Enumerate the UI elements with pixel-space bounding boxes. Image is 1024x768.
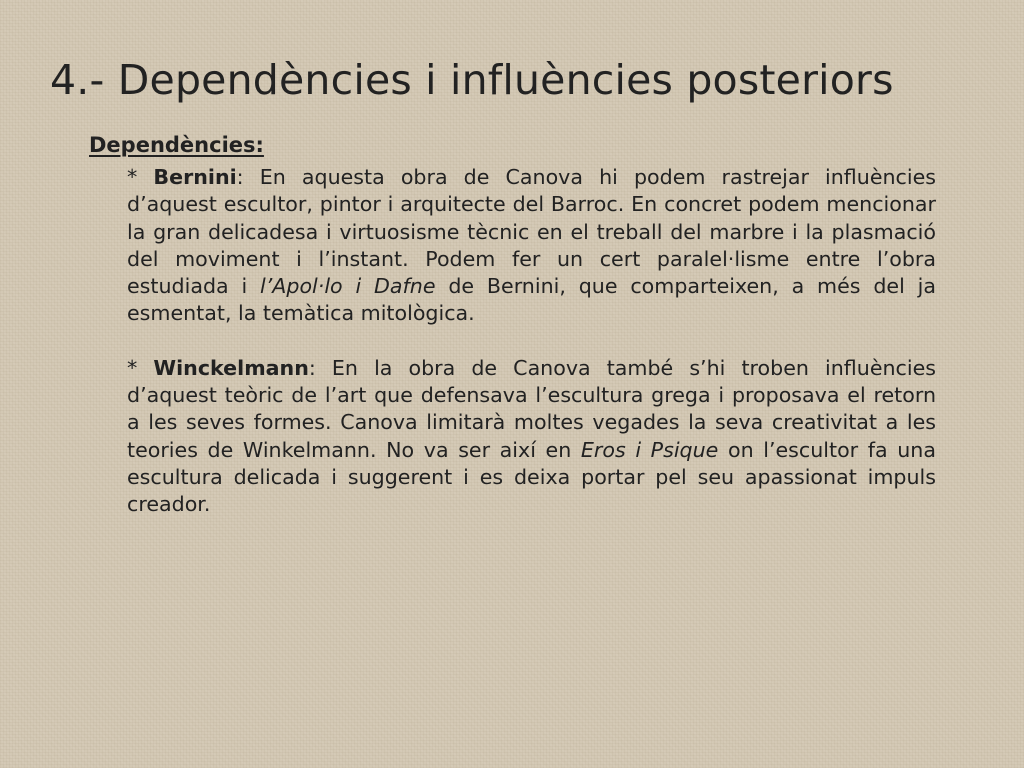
artwork-title: Eros i Psique: [580, 437, 719, 462]
bullet-marker: *: [127, 165, 154, 189]
paragraph-text: de Bernini, que comparteixen, a més del ja esmentat, la temàtica mitològica.: [127, 274, 936, 326]
paragraph-text: : En aquesta obra de Canova hi podem rastrejar influències d’aquest escultor, pintor i arquitecte del Barroc. En concret podem mencionar la gran delicadesa i virtuosisme tècnic en el treball del marbre i la plasmació del moviment i l’instant. Podem fer un cert paralel·lisme entre l’obra estudiada i: [127, 165, 936, 299]
artist-name: Winckelmann: [153, 355, 309, 380]
paragraph-text: on l’escultor fa una escultura delicada i suggerent i es deixa portar pel seu apassionat impuls creador.: [127, 437, 936, 517]
section-heading: Dependències:: [89, 133, 264, 157]
artwork-title: l’Apol·lo i Dafne: [260, 274, 436, 299]
artist-name: Bernini: [153, 165, 237, 189]
slide-title: 4.- Dependències i influències posteriors: [50, 56, 894, 104]
paragraph-winckelmann: [127, 355, 936, 519]
paragraph-text: : En la obra de Canova també s’hi troben influències d’aquest teòric de l’art que defensava l’escultura grega i proposava el retorn a les seves formes. Canova limitarà moltes vegades la seva creativitat a les teories de Winkelmann. No va ser així en: [127, 355, 936, 462]
slide-content: [89, 132, 939, 519]
paragraph-bernini: [127, 164, 936, 328]
bullet-marker: *: [127, 355, 154, 380]
